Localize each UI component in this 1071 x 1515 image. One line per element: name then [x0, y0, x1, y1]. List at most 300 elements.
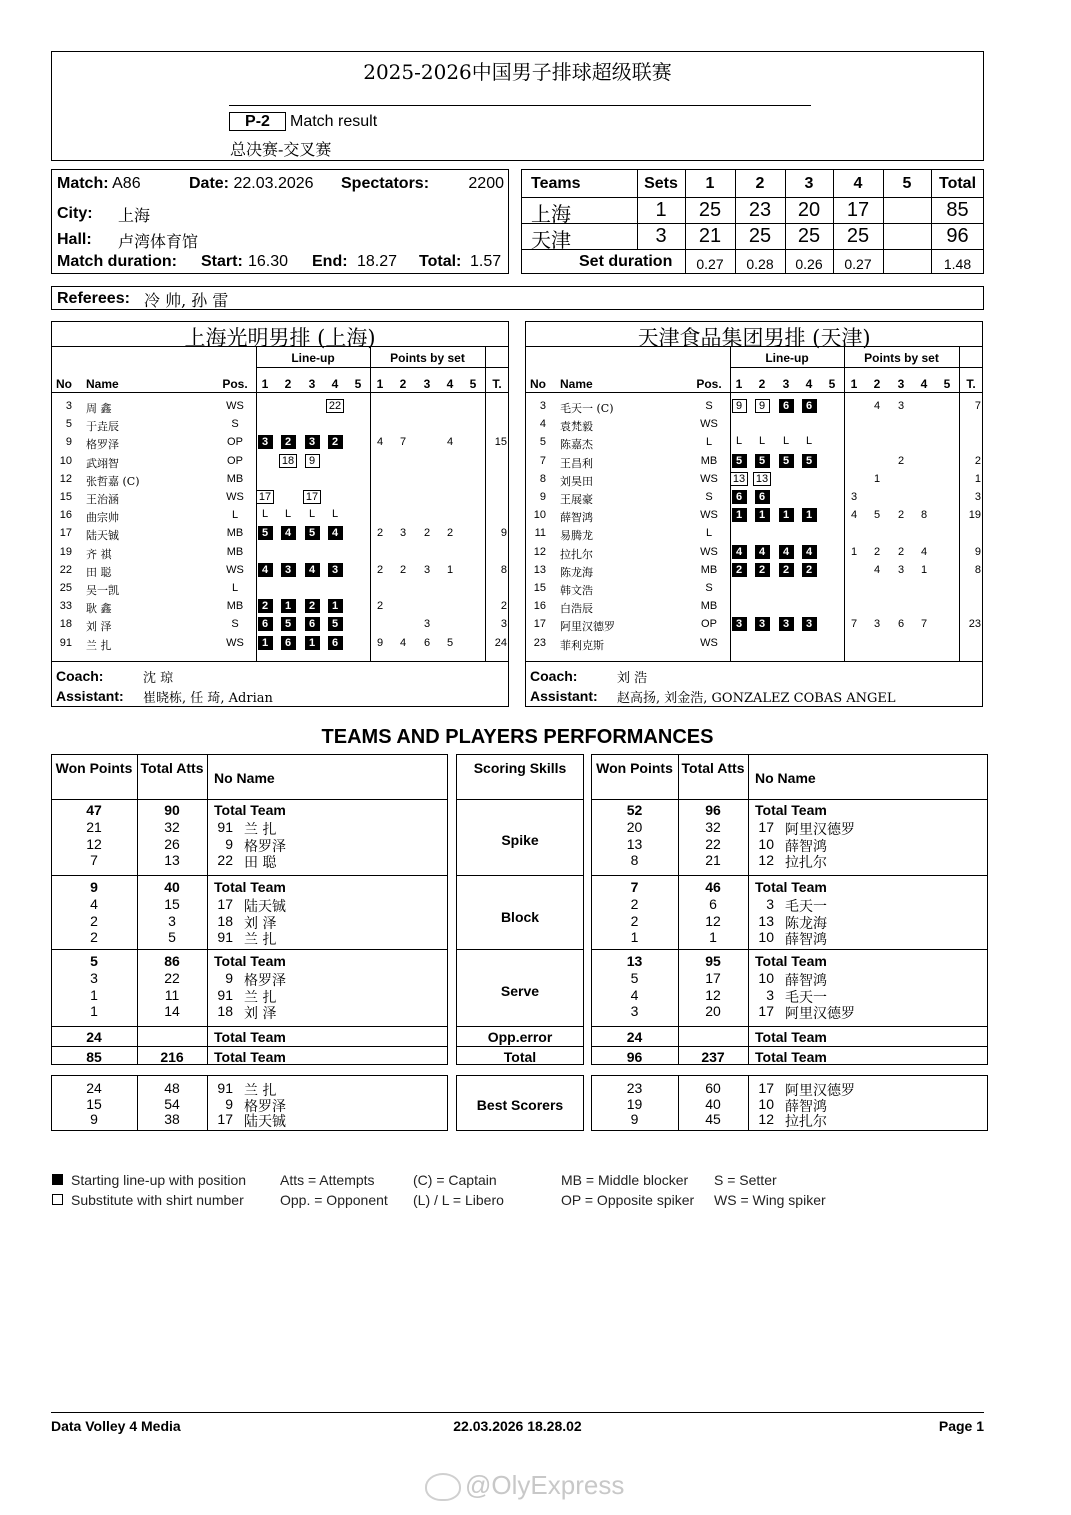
- player-name: 兰 扎: [244, 822, 277, 838]
- set1-header: 1: [705, 175, 715, 192]
- hall-value: 卢湾体育馆: [118, 232, 199, 251]
- score-a-s3: 20: [797, 199, 821, 221]
- lineup-mark: 17: [303, 490, 321, 504]
- player-name: 于垚辰: [86, 420, 119, 434]
- player-num: 9: [225, 970, 233, 986]
- player-no: 4: [539, 418, 546, 431]
- player-num: 17: [758, 1003, 774, 1020]
- player-won: 1: [630, 929, 639, 946]
- best-won: 24: [86, 1080, 102, 1096]
- lineup-mark: 6: [802, 399, 817, 413]
- team_a-rule-3: [51, 392, 509, 393]
- player-pos: WS: [700, 636, 718, 649]
- team_a-lineup-h: Line-up: [291, 351, 335, 365]
- lineup-mark: L: [261, 508, 269, 521]
- perf-rule-a-3: [51, 1026, 448, 1027]
- score-rule-1: [521, 197, 984, 198]
- perf-rule-s-3: [456, 1026, 584, 1027]
- player-pos: OP: [701, 618, 717, 631]
- score-a-s2: 23: [748, 199, 772, 221]
- lineup-mark: 4: [281, 526, 296, 540]
- lineup-mark: 2: [732, 563, 747, 577]
- player-total: 2: [500, 600, 507, 613]
- lineup-mark: 3: [779, 617, 794, 631]
- team_b-coach-label: Coach:: [530, 668, 578, 684]
- player-name: 刘昊田: [560, 474, 593, 488]
- player-won: 7: [90, 852, 98, 869]
- lineup-mark: 5: [779, 454, 794, 468]
- player-pos: MB: [226, 600, 244, 613]
- lineup-mark: 1: [779, 508, 794, 522]
- team_b-lineup-num-5: 5: [828, 377, 836, 391]
- spectators-label: Spectators:: [341, 175, 430, 192]
- points-cell: 2: [399, 563, 407, 576]
- set2-header: 2: [755, 175, 765, 192]
- best-atts: 45: [705, 1111, 721, 1127]
- lineup-mark: 5: [755, 454, 770, 468]
- team_b-t-h: T.: [966, 377, 976, 391]
- lineup-mark: 2: [305, 599, 320, 613]
- team_a-coach-label: Coach:: [56, 668, 104, 684]
- points-cell: 3: [850, 491, 858, 503]
- player-num: 18: [217, 912, 233, 929]
- score-b-s1: 21: [698, 225, 722, 247]
- lineup-mark: 2: [328, 435, 343, 449]
- team_a-coach: 沈 琼: [143, 671, 174, 686]
- set-duration-4: 0.27: [844, 256, 872, 272]
- player-won: 2: [630, 912, 639, 929]
- player-atts: 26: [164, 835, 180, 852]
- team-won: 52: [626, 802, 643, 818]
- player-name: 张哲嘉 (C): [86, 474, 140, 488]
- player-atts: 6: [709, 896, 717, 912]
- score-b-sets: 3: [655, 225, 667, 247]
- set4-header: 4: [853, 175, 863, 192]
- player-atts: 13: [164, 852, 180, 869]
- lineup-mark: 5: [732, 454, 747, 468]
- performance-title: TEAMS AND PLAYERS PERFORMANCES: [321, 726, 714, 748]
- footer-right: Page 1: [938, 1418, 984, 1434]
- lineup-mark: 3: [802, 617, 817, 631]
- lineup-mark: L: [805, 435, 813, 448]
- lineup-mark: 3: [281, 563, 296, 577]
- perf-rule-a-0: [51, 799, 448, 800]
- score-rule-2: [521, 223, 984, 224]
- points-cell: 3: [897, 400, 905, 412]
- points-cell: 6: [897, 618, 905, 631]
- player-name: 袁梵毅: [560, 420, 593, 434]
- player-pos: WS: [226, 636, 244, 649]
- points-cell: 2: [376, 563, 384, 576]
- lineup-mark: 3: [732, 617, 747, 631]
- lineup-mark: 1: [802, 508, 817, 522]
- total-a-atts: 216: [160, 1049, 184, 1065]
- legend-starting: Starting line-up with position: [71, 1172, 247, 1188]
- player-no: 8: [539, 472, 546, 485]
- best-num: 17: [217, 1111, 233, 1127]
- team_b-name-h: Name: [560, 377, 593, 391]
- score-b-s2: 25: [748, 225, 772, 247]
- legend-ws: WS = Wing spiker: [714, 1192, 826, 1208]
- player-won: 5: [630, 970, 639, 986]
- lineup-mark: L: [758, 435, 766, 448]
- perf-a-vline-2: [207, 754, 208, 1065]
- player-pos: S: [705, 582, 713, 594]
- player-pos: MB: [226, 545, 244, 558]
- lineup-mark: 5: [281, 617, 296, 631]
- score-b-s3: 25: [797, 225, 821, 247]
- player-name: 易腾龙: [560, 529, 593, 543]
- best-atts: 38: [164, 1111, 180, 1127]
- team_b-points-num-3: 3: [897, 377, 905, 391]
- player-no: 10: [533, 509, 546, 522]
- total-b-atts: 237: [701, 1049, 725, 1065]
- player-name: 白浩辰: [560, 602, 593, 616]
- lineup-mark: 1: [305, 636, 320, 650]
- points-cell: 3: [897, 563, 905, 576]
- legend-opp: Opp. = Opponent: [280, 1192, 388, 1208]
- player-num: 17: [217, 896, 233, 912]
- team_b-pos-h: Pos.: [696, 377, 722, 391]
- lineup-mark: 2: [779, 563, 794, 577]
- weibo-icon: [425, 1473, 461, 1501]
- player-total: 1: [974, 472, 981, 485]
- player-atts: 1: [709, 929, 717, 946]
- match-id: A86: [112, 175, 141, 192]
- team_b-points-h: Points by set: [864, 351, 939, 365]
- player-name: 王昌利: [560, 456, 593, 470]
- hall-label: Hall:: [57, 231, 92, 248]
- player-no: 7: [539, 454, 546, 467]
- points-cell: 4: [446, 436, 454, 449]
- points-cell: 2: [897, 454, 905, 467]
- score-rule-3: [521, 249, 984, 250]
- legend-starting-swatch: [52, 1174, 63, 1185]
- player-won: 21: [86, 819, 102, 835]
- player-no: 5: [539, 436, 546, 449]
- best-b-vline-2: [748, 1075, 749, 1131]
- player-num: 10: [758, 929, 774, 946]
- player-name: 薛智鸿: [560, 511, 593, 525]
- player-name: 兰 扎: [244, 932, 277, 949]
- legend-atts: Atts = Attempts: [280, 1172, 375, 1188]
- lineup-mark: 22: [326, 399, 344, 413]
- player-no: 19: [59, 545, 72, 558]
- best-name: 拉扎尔: [785, 1114, 827, 1130]
- team_a-points-num-4: 4: [446, 377, 454, 391]
- player-no: 22: [59, 563, 72, 576]
- player-name: 陆天铖: [86, 529, 119, 543]
- lineup-mark: 6: [779, 399, 794, 413]
- team-atts: 90: [164, 802, 180, 818]
- player-atts: 22: [164, 970, 180, 986]
- player-no: 9: [539, 491, 546, 503]
- report-code: P-2: [229, 112, 286, 131]
- player-pos: WS: [226, 563, 244, 576]
- player-total: 15: [494, 436, 507, 449]
- perf-b-atts-h: Total Atts: [681, 760, 745, 776]
- lineup-mark: L: [735, 435, 743, 448]
- player-pos: S: [231, 618, 239, 631]
- lineup-mark: 6: [755, 490, 770, 504]
- team_b-points-num-4: 4: [920, 377, 928, 391]
- perf-rule-s-2: [456, 949, 584, 950]
- best-name: 阿里汉德罗: [785, 1083, 855, 1099]
- legend-libero: (L) / L = Libero: [413, 1192, 504, 1208]
- player-num: 17: [758, 819, 774, 835]
- team_b-lineup-h: Line-up: [765, 351, 809, 365]
- player-atts: 21: [705, 852, 721, 869]
- best-won: 9: [630, 1111, 639, 1127]
- lineup-mark: 4: [779, 545, 794, 559]
- lineup-mark: L: [331, 508, 339, 521]
- player-pos: MB: [700, 600, 718, 613]
- player-num: 91: [217, 819, 233, 835]
- team_b-points-num-5: 5: [943, 377, 951, 391]
- city-label: City:: [57, 205, 93, 222]
- team_a-vline-3: [485, 346, 486, 661]
- team_a-pos-h: Pos.: [222, 377, 248, 391]
- player-name: 薛智鸿: [785, 838, 827, 855]
- end-label: End:: [312, 253, 348, 270]
- lineup-mark: 9: [305, 454, 320, 468]
- player-won: 2: [90, 912, 98, 929]
- player-no: 25: [59, 582, 72, 594]
- team_a-lineup-num-3: 3: [308, 377, 316, 391]
- sets-header: Sets: [644, 175, 678, 192]
- player-pos: S: [231, 418, 239, 431]
- player-no: 3: [65, 400, 72, 412]
- lineup-mark: 2: [802, 563, 817, 577]
- best-won: 15: [86, 1095, 102, 1112]
- player-atts: 11: [164, 986, 180, 1003]
- perf-a-name-h: No Name: [214, 770, 275, 786]
- player-name: 阿里汉德罗: [560, 620, 615, 634]
- report-subtitle: Match result: [290, 113, 378, 130]
- team_a-lineup-num-5: 5: [354, 377, 362, 391]
- player-atts: 22: [705, 835, 721, 852]
- points-cell: 2: [376, 600, 384, 613]
- set3-header: 3: [804, 175, 814, 192]
- perf-rule-a-1: [51, 875, 448, 876]
- points-cell: 5: [873, 509, 881, 522]
- player-atts: 14: [164, 1003, 180, 1020]
- best-num: 12: [758, 1111, 774, 1127]
- total-team-label: Total Team: [755, 953, 827, 969]
- lineup-mark: 1: [732, 508, 747, 522]
- player-no: 11: [534, 527, 546, 540]
- lineup-mark: 18: [279, 454, 297, 468]
- opp-error-label: Opp.error: [487, 1029, 553, 1045]
- best-atts: 40: [705, 1095, 721, 1112]
- perf-rule-s-4: [456, 1046, 584, 1047]
- date-line: [189, 175, 314, 193]
- player-name: 阿里汉德罗: [785, 822, 855, 838]
- lineup-mark: 6: [732, 490, 747, 504]
- player-atts: 17: [705, 970, 721, 986]
- team_b-vline-3: [959, 346, 960, 661]
- player-no: 12: [533, 545, 546, 558]
- best-name: 陆天铖: [244, 1114, 286, 1130]
- team_a-rule-1: [51, 346, 509, 347]
- team_b-points-num-1: 1: [850, 377, 858, 391]
- total-team-label: Total Team: [755, 879, 827, 895]
- team_b-lineup-num-2: 2: [758, 377, 766, 391]
- player-name: 陆天铖: [244, 899, 286, 915]
- player-no: 15: [533, 582, 546, 594]
- lineup-mark: 3: [305, 435, 320, 449]
- points-cell: 7: [850, 618, 858, 631]
- best-won: 9: [90, 1111, 98, 1127]
- player-name: 周 鑫: [86, 402, 112, 415]
- team_b-assistant: 赵高扬, 刘金浩, GONZALEZ COBAS ANGEL: [617, 691, 896, 706]
- points-cell: 3: [399, 527, 407, 540]
- player-name: 格罗泽: [244, 838, 286, 855]
- player-name: 拉扎尔: [560, 547, 593, 561]
- player-atts: 12: [705, 986, 721, 1003]
- total-header: Total: [938, 175, 977, 192]
- duration-label: Match duration:: [57, 253, 177, 270]
- footer-rule: [51, 1412, 984, 1413]
- player-name: 刘 泽: [86, 620, 112, 634]
- date-label: Date:: [189, 175, 230, 192]
- legend-mb: MB = Middle blocker: [561, 1172, 689, 1188]
- lineup-mark: 4: [305, 563, 320, 577]
- opp-error-b: 24: [626, 1029, 643, 1045]
- spectators-value: 2200: [468, 175, 504, 192]
- player-name: 刘 泽: [244, 1006, 277, 1023]
- team_a-rule-2: [256, 367, 509, 368]
- player-total: 8: [500, 563, 507, 576]
- team_a-rule-4: [51, 661, 509, 662]
- total-a-team: Total Team: [214, 1049, 286, 1065]
- player-name: 刘 泽: [244, 915, 277, 932]
- team_b-rule-2: [730, 367, 983, 368]
- player-num: 3: [766, 896, 774, 912]
- lineup-mark: 2: [755, 563, 770, 577]
- player-pos: WS: [226, 491, 244, 503]
- lineup-mark: 3: [328, 563, 343, 577]
- player-won: 8: [630, 852, 639, 869]
- perf-rule-b-4: [591, 1046, 988, 1047]
- points-cell: 2: [376, 527, 384, 540]
- player-atts: 15: [164, 896, 180, 912]
- score-a-s4: 17: [846, 199, 870, 221]
- total-b-won: 96: [626, 1049, 643, 1065]
- points-cell: 8: [920, 509, 928, 522]
- team_b-coach: 刘 浩: [617, 671, 648, 686]
- set-duration-total: 1.48: [943, 256, 972, 272]
- player-name: 阿里汉德罗: [785, 1006, 855, 1023]
- player-num: 9: [225, 835, 233, 852]
- total-value: 1.57: [470, 253, 502, 270]
- player-pos: S: [705, 400, 713, 412]
- points-cell: 5: [446, 636, 454, 649]
- team-atts: 86: [164, 953, 180, 969]
- player-name: 陈嘉杰: [560, 438, 593, 452]
- best-num: 17: [758, 1080, 774, 1096]
- points-cell: 7: [920, 618, 928, 631]
- legend-substitute: Substitute with shirt number: [71, 1192, 244, 1208]
- lineup-mark: 3: [755, 617, 770, 631]
- player-no: 18: [59, 618, 72, 631]
- best-num: 10: [758, 1095, 774, 1112]
- lineup-mark: 4: [328, 526, 343, 540]
- opp-error-a: 24: [86, 1029, 102, 1045]
- best-scorers-label: Best Scorers: [476, 1097, 564, 1113]
- teams-header: Teams: [531, 175, 581, 192]
- team-won: 47: [86, 802, 102, 818]
- player-name: 兰 扎: [86, 638, 112, 652]
- perf-skill-h: Scoring Skills: [473, 760, 567, 776]
- player-name: 田 聪: [244, 855, 277, 872]
- player-atts: 32: [164, 819, 180, 835]
- opp-error-a-team: Total Team: [214, 1029, 286, 1045]
- player-name: 王展豪: [560, 493, 593, 506]
- set-duration-2: 0.28: [746, 256, 774, 272]
- player-no: 16: [533, 600, 546, 613]
- lineup-mark: 9: [732, 399, 747, 413]
- lineup-mark: 9: [755, 399, 770, 413]
- team_b-lineup-num-4: 4: [805, 377, 813, 391]
- score-b-total: 96: [946, 225, 969, 247]
- lineup-mark: 3: [258, 435, 273, 449]
- skill-label: Spike: [501, 832, 539, 848]
- player-won: 2: [630, 896, 639, 912]
- legend-captain: (C) = Captain: [413, 1172, 497, 1188]
- player-num: 18: [217, 1003, 233, 1020]
- perf-a-atts-h: Total Atts: [140, 760, 204, 776]
- score-a-s1: 25: [698, 199, 722, 221]
- team_b-rule-1: [525, 346, 983, 347]
- player-pos: MB: [700, 563, 718, 576]
- perf-rule-s-1: [456, 875, 584, 876]
- score-team-a: 上海: [531, 202, 571, 226]
- player-pos: OP: [227, 454, 243, 467]
- player-name: 拉扎尔: [785, 855, 827, 872]
- date-value: 22.03.2026: [233, 175, 314, 192]
- team_b-rule-3: [525, 392, 983, 393]
- team_b-rule-4: [525, 661, 983, 662]
- player-pos: WS: [700, 472, 718, 485]
- lineup-mark: 13: [753, 472, 771, 486]
- lineup-mark: 4: [802, 545, 817, 559]
- points-cell: 2: [873, 545, 881, 558]
- player-total: 23: [968, 618, 981, 631]
- points-cell: 4: [850, 509, 858, 522]
- player-name: 武翊智: [86, 456, 119, 470]
- player-name: 兰 扎: [244, 989, 277, 1006]
- report-phase: 总决赛-交叉赛: [230, 140, 332, 159]
- set-duration-3: 0.26: [795, 256, 823, 272]
- team-atts: 96: [705, 802, 721, 818]
- points-cell: 2: [897, 509, 905, 522]
- player-pos: MB: [700, 454, 718, 467]
- lineup-mark: 6: [281, 636, 296, 650]
- team-atts: 46: [705, 879, 721, 895]
- legend-s: S = Setter: [714, 1172, 777, 1188]
- legend-op: OP = Opposite spiker: [561, 1192, 695, 1208]
- skill-label: Block: [500, 909, 540, 925]
- player-won: 4: [630, 986, 639, 1003]
- player-name: 王治涵: [86, 493, 119, 506]
- team_b-lineup-num-1: 1: [735, 377, 743, 391]
- start-value: 16.30: [248, 253, 289, 270]
- report-title: 2025-2026中国男子排球超级联赛: [363, 60, 672, 84]
- referees-label: Referees:: [57, 290, 130, 307]
- points-cell: 4: [873, 563, 881, 576]
- player-pos: MB: [226, 527, 244, 540]
